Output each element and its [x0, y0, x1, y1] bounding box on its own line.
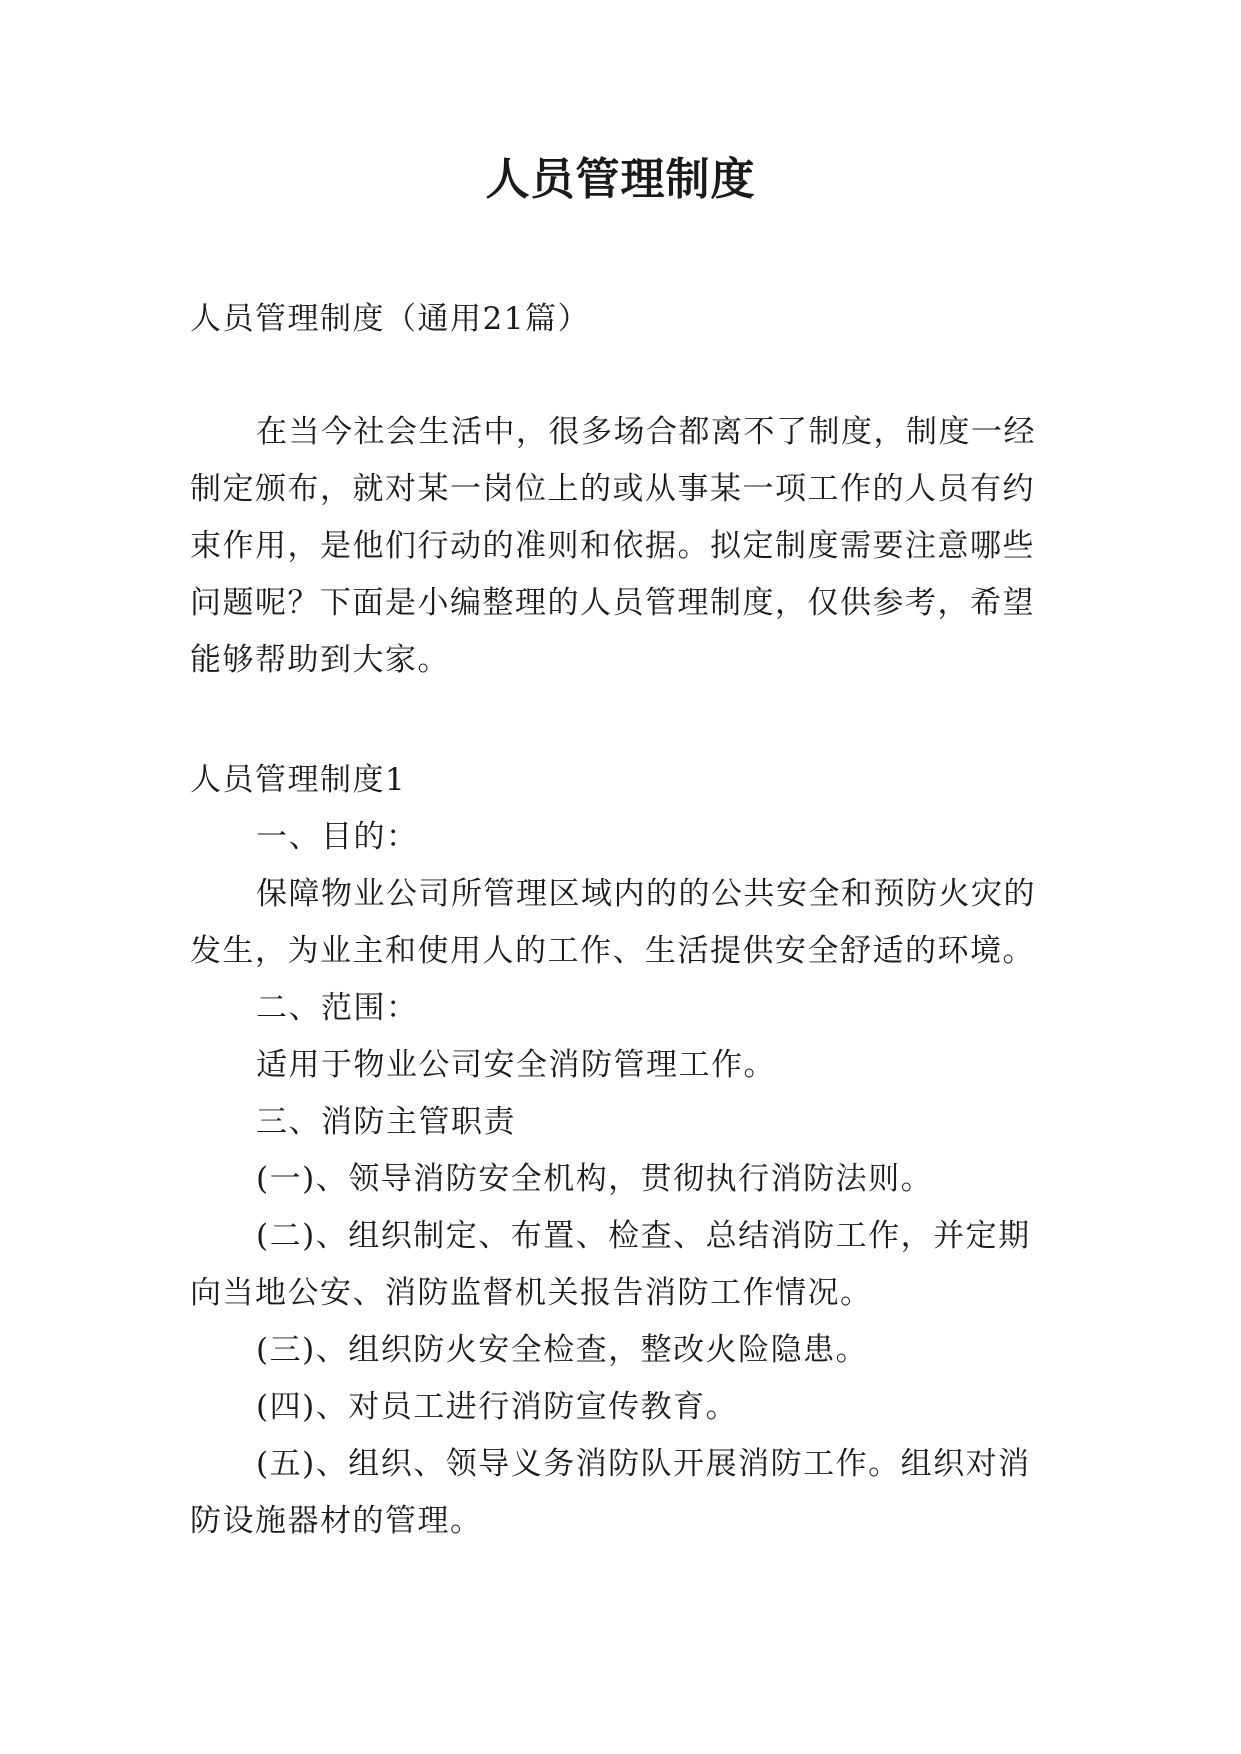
paragraph-duty-2: (二)、组织制定、布置、检查、总结消防工作，并定期向当地公安、消防监督机关报告消防工作情况。 [190, 1218, 1031, 1311]
paragraph-purpose: 保障物业公司所管理区域内的的公共安全和预防火灾的发生，为业主和使用人的工作、生活提供安全舒适的环境。 [190, 876, 1036, 969]
page-title: 人员管理制度 [485, 154, 756, 205]
document-subtitle: 人员管理制度（通用21篇） [190, 301, 590, 337]
paragraph-scope: 适用于物业公司安全消防管理工作。 [256, 1047, 776, 1083]
section-heading: 人员管理制度1 [190, 762, 407, 798]
paragraph-purpose-heading: 一、目的： [256, 819, 419, 855]
intro-paragraph: 在当今社会生活中，很多场合都离不了制度，制度一经制定颁布，就对某一岗位上的或从事某一项工作的人员有约束作用，是他们行动的准则和依据。拟定制度需要注意哪些问题呢？下面是小编整理的人员管理制度，仅供参考，希望能够帮助到大家。 [190, 414, 1036, 678]
paragraph-duty-3: (三)、组织防火安全检查，整改火险隐患。 [256, 1332, 869, 1368]
paragraph-duty-5: (五)、组织、领导义务消防队开展消防工作。组织对消防设施器材的管理。 [190, 1446, 1031, 1539]
paragraph-duty-1: (一)、领导消防安全机构，贯彻执行消防法则。 [256, 1161, 934, 1197]
paragraph-scope-heading: 二、范围： [256, 990, 419, 1026]
paragraph-duties-heading: 三、消防主管职责 [256, 1104, 516, 1140]
section-content [190, 752, 1052, 1550]
paragraph-duty-4: (四)、对员工进行消防宣传教育。 [256, 1389, 739, 1425]
